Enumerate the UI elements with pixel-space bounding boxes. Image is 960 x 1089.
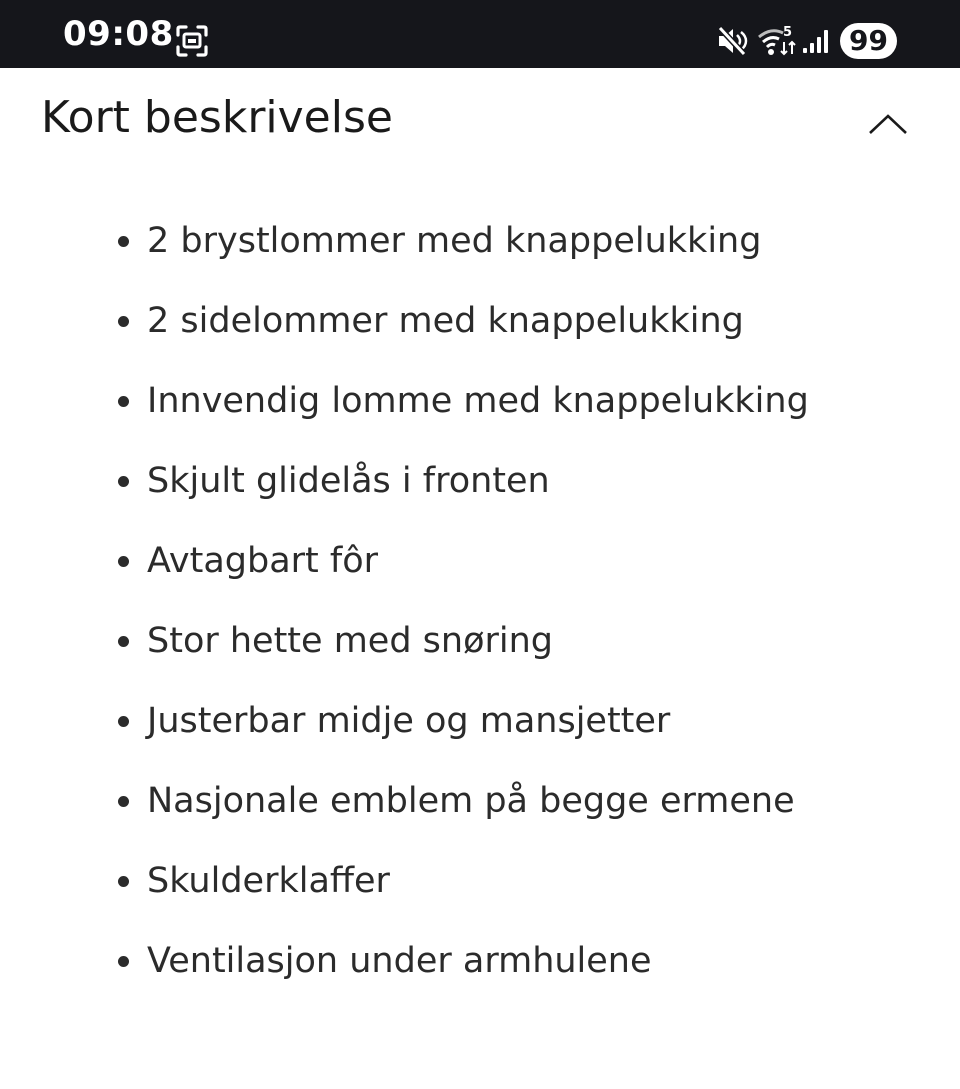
list-item [0,520,960,600]
section-header-kort-beskrivelse[interactable] [0,68,960,178]
list-item [0,200,960,280]
list-item [0,760,960,840]
bullet [118,316,129,327]
status-bar [0,0,960,68]
bullet [118,636,129,647]
bullet [118,796,129,807]
bullet [118,956,129,967]
feature-text: 2 sidelommer med knappelukking [147,301,744,341]
wifi-badge: 5 [783,25,793,40]
cell-signal-icon [802,28,830,54]
list-item [0,280,960,360]
feature-text: Justerbar midje og mansjetter [147,701,671,741]
list-item [0,920,960,1000]
feature-text: Skulderklaffer [147,861,390,901]
list-item [0,360,960,440]
feature-text: Skjult glidelås i fronten [147,461,550,501]
list-item [0,440,960,520]
chevron-up-icon[interactable] [868,112,908,136]
mute-icon [716,25,748,57]
status-time: 09:08 [63,14,174,54]
feature-text: Ventilasjon under armhulene [147,941,652,981]
feature-list [0,200,960,1000]
feature-text: Avtagbart fôr [147,541,379,581]
bullet [118,236,129,247]
feature-text: 2 brystlommer med knappelukking [147,221,762,261]
section-title: Kort beskrivelse [41,92,393,143]
wifi-icon [757,24,799,58]
bullet [118,396,129,407]
feature-text: Stor hette med snøring [147,621,554,661]
bullet [118,876,129,887]
list-item [0,600,960,680]
list-item [0,680,960,760]
list-item [0,840,960,920]
battery-indicator: 99 [840,23,897,59]
bullet [118,716,129,727]
feature-text: Nasjonale emblem på begge ermene [147,781,795,821]
bullet [118,556,129,567]
feature-text: Innvendig lomme med knappelukking [147,381,809,421]
bullet [118,476,129,487]
screenshot-icon [175,24,209,58]
